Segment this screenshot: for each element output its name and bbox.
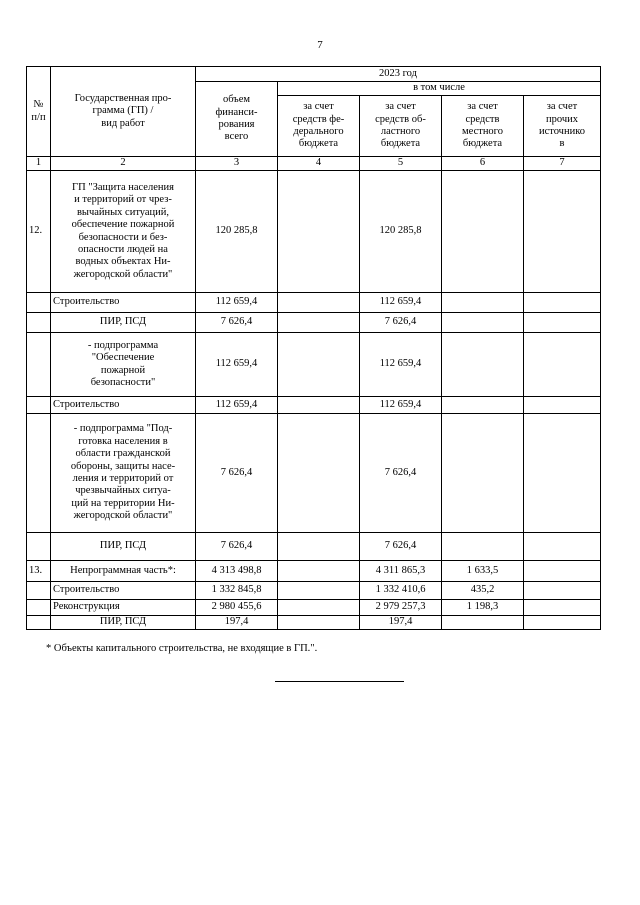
row-federal: [278, 397, 360, 414]
row-regional: 4 311 865,3: [360, 561, 442, 582]
column-number: 2: [51, 157, 196, 171]
row-regional: 112 659,4: [360, 397, 442, 414]
column-numbers-row: [27, 157, 601, 171]
header-regional: за счет средств об- ластного бюджета: [360, 96, 442, 157]
row-regional: 120 285,8: [360, 171, 442, 293]
row-local: [442, 616, 524, 630]
row-total: 7 626,4: [196, 533, 278, 561]
row-number: [27, 397, 51, 414]
row-other: [524, 397, 601, 414]
row-name: Непрограммная часть*:: [51, 561, 196, 582]
row-local: [442, 533, 524, 561]
row-number: [27, 313, 51, 333]
row-federal: [278, 171, 360, 293]
row-regional: 197,4: [360, 616, 442, 630]
column-number: 4: [278, 157, 360, 171]
column-number: 6: [442, 157, 524, 171]
row-other: [524, 171, 601, 293]
table-row: [27, 293, 601, 313]
row-other: [524, 561, 601, 582]
row-name: Строительство: [51, 293, 196, 313]
row-local: [442, 171, 524, 293]
table-row: [27, 397, 601, 414]
row-local: [442, 313, 524, 333]
row-other: [524, 616, 601, 630]
row-name: Реконструкция: [51, 600, 196, 616]
row-name: Строительство: [51, 397, 196, 414]
row-name: Строительство: [51, 582, 196, 600]
column-number: 5: [360, 157, 442, 171]
row-total: 112 659,4: [196, 397, 278, 414]
row-total: 4 313 498,8: [196, 561, 278, 582]
row-local: 1 198,3: [442, 600, 524, 616]
end-rule: [275, 681, 404, 682]
row-regional: 1 332 410,6: [360, 582, 442, 600]
row-federal: [278, 333, 360, 397]
table-row: [27, 333, 601, 397]
row-total: 2 980 455,6: [196, 600, 278, 616]
header-local: за счет средств местного бюджета: [442, 96, 524, 157]
row-regional: 2 979 257,3: [360, 600, 442, 616]
row-name: ГП "Защита населения и территорий от чрез- вычайных ситуаций, обеспечение пожарной безопасности и без- опасности людей на водных объектах Ни- жегородской области": [51, 171, 196, 293]
row-federal: [278, 414, 360, 533]
row-number: 13.: [27, 561, 51, 582]
column-number: 3: [196, 157, 278, 171]
row-number: [27, 616, 51, 630]
header-federal: за счет средств фе- дерального бюджета: [278, 96, 360, 157]
header-number: № п/п: [27, 67, 51, 157]
row-regional: 112 659,4: [360, 293, 442, 313]
row-name: - подпрограмма "Под- готовка населения в области гражданской обороны, защиты насе- ления и территорий от чрезвычайных ситуа- ций на территории Ни- жегородской области": [51, 414, 196, 533]
row-local: 435,2: [442, 582, 524, 600]
table-body: [27, 171, 601, 630]
page-number: 7: [317, 39, 323, 51]
row-federal: [278, 600, 360, 616]
row-total: 197,4: [196, 616, 278, 630]
header-program: Государственная про- грамма (ГП) / вид работ: [51, 67, 196, 157]
row-total: 112 659,4: [196, 293, 278, 313]
row-federal: [278, 582, 360, 600]
row-number: 12.: [27, 171, 51, 293]
header-total: объем финанси- рования всего: [196, 82, 278, 157]
row-total: 1 332 845,8: [196, 582, 278, 600]
budget-table: [26, 66, 601, 630]
table-row: [27, 616, 601, 630]
row-number: [27, 582, 51, 600]
table-row: [27, 561, 601, 582]
row-other: [524, 313, 601, 333]
header-including: в том числе: [278, 82, 601, 96]
row-number: [27, 533, 51, 561]
row-local: [442, 397, 524, 414]
row-other: [524, 414, 601, 533]
row-total: 120 285,8: [196, 171, 278, 293]
footnote: * Объекты капитального строительства, не входящие в ГП.".: [46, 643, 318, 654]
row-local: [442, 414, 524, 533]
row-local: [442, 333, 524, 397]
row-total: 7 626,4: [196, 313, 278, 333]
column-number: 7: [524, 157, 601, 171]
row-other: [524, 533, 601, 561]
row-local: [442, 293, 524, 313]
row-other: [524, 600, 601, 616]
row-federal: [278, 313, 360, 333]
row-name: ПИР, ПСД: [51, 616, 196, 630]
row-federal: [278, 616, 360, 630]
table-row: [27, 313, 601, 333]
table-row: [27, 533, 601, 561]
row-federal: [278, 293, 360, 313]
table-row: [27, 171, 601, 293]
row-number: [27, 600, 51, 616]
row-number: [27, 414, 51, 533]
table-row: [27, 582, 601, 600]
row-federal: [278, 533, 360, 561]
row-name: - подпрограмма "Обеспечение пожарной безопасности": [51, 333, 196, 397]
row-number: [27, 293, 51, 313]
row-total: 112 659,4: [196, 333, 278, 397]
row-number: [27, 333, 51, 397]
table-row: [27, 414, 601, 533]
row-regional: 7 626,4: [360, 313, 442, 333]
row-other: [524, 333, 601, 397]
header-other: за счет прочих источнико в: [524, 96, 601, 157]
row-name: ПИР, ПСД: [51, 313, 196, 333]
row-regional: 7 626,4: [360, 533, 442, 561]
header-year: 2023 год: [196, 67, 601, 82]
row-regional: 7 626,4: [360, 414, 442, 533]
row-other: [524, 582, 601, 600]
row-federal: [278, 561, 360, 582]
row-total: 7 626,4: [196, 414, 278, 533]
row-local: 1 633,5: [442, 561, 524, 582]
row-other: [524, 293, 601, 313]
row-regional: 112 659,4: [360, 333, 442, 397]
row-name: ПИР, ПСД: [51, 533, 196, 561]
table-row: [27, 600, 601, 616]
column-number: 1: [27, 157, 51, 171]
